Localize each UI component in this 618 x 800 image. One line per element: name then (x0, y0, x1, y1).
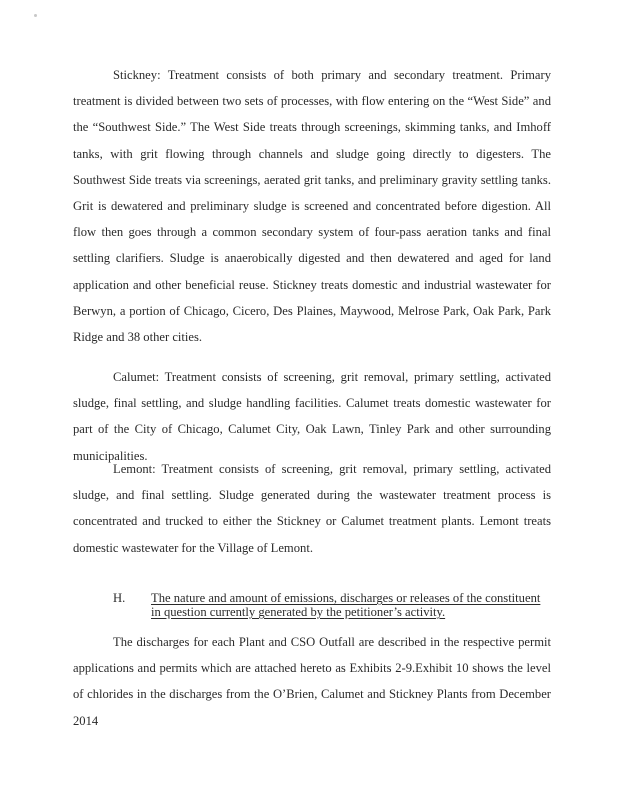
calumet-paragraph (73, 364, 551, 469)
stickney-paragraph (73, 62, 551, 350)
section-letter: H. (113, 591, 126, 605)
section-title: The nature and amount of emissions, discharges or releases of the constituent in question currently generated by the petitioner’s activity. (151, 591, 541, 619)
scan-speck (34, 14, 37, 17)
lemont-paragraph (73, 456, 551, 561)
lemont-text: Lemont: Treatment consists of screening, grit removal, primary settling, activated sludge, and final settling. Sludge generated during the wastewater treatment process is concentrated and trucked to either the Stickney or Calumet treatment plants. Lemont treats domestic wastewater for the Village of Lemont. (73, 462, 551, 555)
discharges-text: The discharges for each Plant and CSO Outfall are described in the respective permit applications and permits which are attached hereto as Exhibits 2-9.Exhibit 10 shows the level of chlorides in the discharges from the O’Brien, Calumet and Stickney Plants from December 2014 (73, 635, 551, 728)
stickney-text: Stickney: Treatment consists of both primary and secondary treatment. Primary treatment is divided between two sets of processes, with flow entering on the “West Side” and the “Southwest Side.” The West Side treats through screenings, skimming tanks, and Imhoff tanks, with grit flowing through channels and sludge going directly to digesters. The Southwest Side treats via screenings, aerated grit tanks, and preliminary gravity settling tanks. Grit is dewatered and preliminary sludge is screened and concentrated before digestion. All flow then goes through a common secondary system of four-pass aeration tanks and final settling clarifiers. Sludge is anaerobically digested and then dewatered and aged for land application and other beneficial reuse. Stickney treats domestic and industrial wastewater for Berwyn, a portion of Chicago, Cicero, Des Plaines, Maywood, Melrose Park, Oak Park, Park Ridge and 38 other cities. (73, 68, 551, 345)
calumet-text: Calumet: Treatment consists of screening, grit removal, primary settling, activated sludge, final settling, and sludge handling facilities. Calumet treats domestic wastewater for part of the City of Chicago, Calumet City, Oak Lawn, Tinley Park and other surrounding municipalities. (73, 370, 551, 463)
discharges-paragraph (73, 629, 551, 734)
